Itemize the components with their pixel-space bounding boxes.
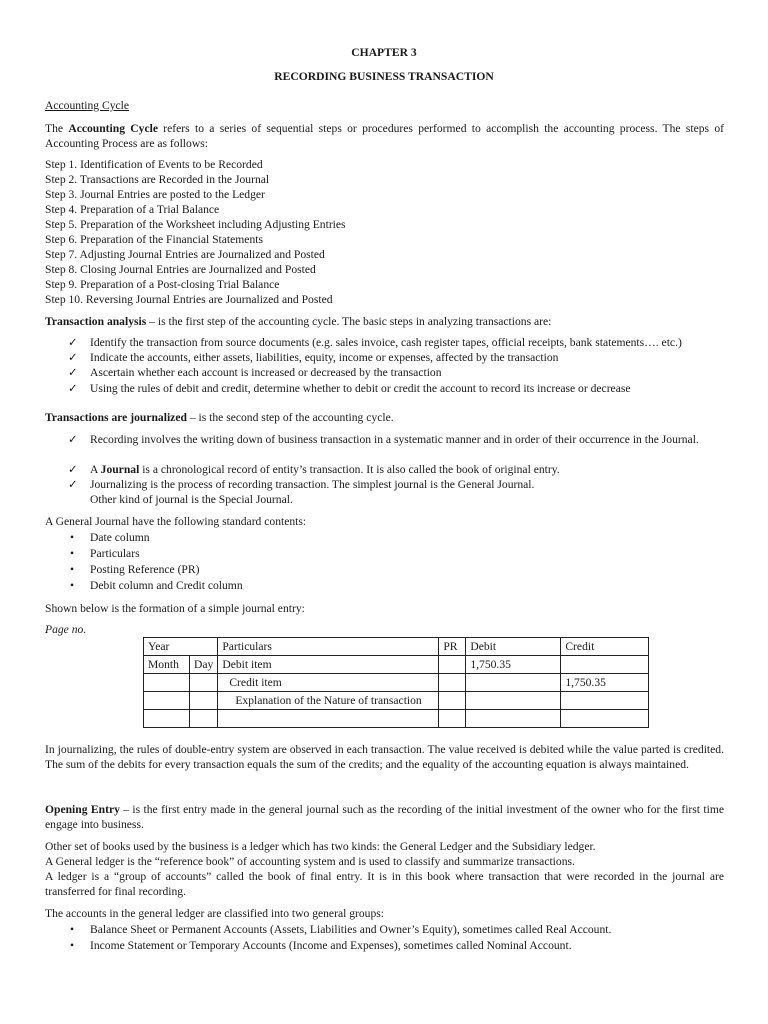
table-cell bbox=[439, 710, 466, 728]
account-group-item: Income Statement or Temporary Accounts (Income and Expenses), sometimes called Nominal Account. bbox=[90, 939, 572, 952]
bullet-icon: • bbox=[70, 923, 75, 936]
table-row bbox=[144, 710, 649, 728]
table-cell bbox=[561, 710, 649, 728]
transaction-analysis-term: Transaction analysis bbox=[45, 315, 147, 328]
accounting-cycle-intro bbox=[45, 121, 724, 151]
explanation-cell: Explanation of the Nature of transaction bbox=[218, 692, 439, 710]
analysis-step: Using the rules of debit and credit, determine whether to debit or credit the account to record its increase or decrease bbox=[90, 382, 631, 395]
journal-content-item: Debit column and Credit column bbox=[90, 579, 243, 592]
transaction-analysis-heading bbox=[45, 314, 724, 329]
checkmark-icon: ✓ bbox=[68, 463, 78, 476]
checkmark-icon: ✓ bbox=[68, 382, 78, 395]
step-item: Step 8. Closing Journal Entries are Journalized and Posted bbox=[45, 263, 316, 276]
step-item: Step 9. Preparation of a Post-closing Trial Balance bbox=[45, 278, 280, 291]
step-item: Step 7. Adjusting Journal Entries are Journalized and Posted bbox=[45, 248, 325, 261]
table-cell bbox=[144, 710, 190, 728]
bullet-icon: • bbox=[70, 547, 75, 560]
journal-entry-table bbox=[143, 637, 649, 728]
double-entry-paragraph: In journalizing, the rules of double-entry system are observed in each transaction. The value received is debited while the value parted is credited. The sum of the debits for every transaction equals the sum of the credits; and the equality of the accounting equation is always maintained. bbox=[45, 743, 724, 771]
general-journal-intro: A General Journal have the following standard contents: bbox=[45, 515, 307, 528]
opening-entry-term: Opening Entry bbox=[45, 803, 120, 816]
table-cell bbox=[466, 692, 561, 710]
intro-term: Accounting Cycle bbox=[68, 122, 158, 135]
table-cell bbox=[190, 710, 218, 728]
table-cell bbox=[218, 710, 439, 728]
journalizing-point bbox=[90, 462, 724, 477]
table-cell bbox=[144, 692, 190, 710]
journalized-heading bbox=[45, 410, 724, 425]
ledger-line: Other set of books used by the business is a ledger which has two kinds: the General Ledger and the Subsidiary ledger. bbox=[45, 840, 596, 853]
table-header-debit: Debit bbox=[466, 638, 561, 656]
step-item: Step 4. Preparation of a Trial Balance bbox=[45, 203, 220, 216]
intro-post: refers to a series of sequential steps or procedures performed to accomplish the accounting process. The steps of Accounting Process are as follows: bbox=[45, 122, 725, 150]
table-row bbox=[144, 638, 649, 656]
journal-content-item: Date column bbox=[90, 531, 150, 544]
journal-def-post: is a chronological record of entity’s transaction. It is also called the book of original entry. bbox=[139, 463, 560, 476]
step-list bbox=[45, 157, 346, 307]
table-header-credit: Credit bbox=[561, 638, 649, 656]
table-cell bbox=[561, 692, 649, 710]
accounts-intro: The accounts in the general ledger are classified into two general groups: bbox=[45, 907, 384, 920]
analysis-step: Indicate the accounts, either assets, liabilities, equity, income or expenses, affected by the transaction bbox=[90, 351, 559, 364]
account-group-item: Balance Sheet or Permanent Accounts (Assets, Liabilities and Owner’s Equity), sometimes called Real Account. bbox=[90, 923, 612, 936]
ledger-line: A General ledger is the “reference book” of accounting system and is used to classify and summarize transactions. bbox=[45, 855, 575, 868]
chapter-number: CHAPTER 3 bbox=[351, 46, 417, 59]
table-cell bbox=[439, 656, 466, 674]
analysis-step: Identify the transaction from source documents (e.g. sales invoice, cash register tapes, official receipts, bank statements…. etc.) bbox=[90, 336, 682, 349]
journalizing-point: Recording involves the writing down of business transaction in a systematic manner and in order of their occurrence in the Journal. bbox=[90, 433, 699, 446]
table-cell bbox=[466, 710, 561, 728]
step-item: Step 1. Identification of Events to be Recorded bbox=[45, 158, 263, 171]
opening-entry-text: – is the first entry made in the general journal such as the recording of the initial investment of the owner who for the first time engage into business. bbox=[45, 803, 724, 831]
debit-item-cell: Debit item bbox=[218, 656, 439, 674]
credit-amount-cell: 1,750.35 bbox=[561, 674, 649, 692]
checkmark-icon: ✓ bbox=[68, 366, 78, 379]
table-cell bbox=[190, 674, 218, 692]
page-number-label: Page no. bbox=[45, 623, 87, 636]
step-item: Step 10. Reversing Journal Entries are Journalized and Posted bbox=[45, 293, 333, 306]
table-header-day: Day bbox=[190, 656, 218, 674]
checkmark-icon: ✓ bbox=[68, 336, 78, 349]
step-item: Step 5. Preparation of the Worksheet including Adjusting Entries bbox=[45, 218, 346, 231]
step-item: Step 2. Transactions are Recorded in the Journal bbox=[45, 173, 270, 186]
journal-content-item: Particulars bbox=[90, 547, 140, 560]
table-row bbox=[144, 692, 649, 710]
bullet-icon: • bbox=[70, 579, 75, 592]
step-item: Step 3. Journal Entries are posted to the Ledger bbox=[45, 188, 265, 201]
table-cell bbox=[190, 692, 218, 710]
table-header-pr: PR bbox=[439, 638, 466, 656]
transaction-analysis-text: – is the first step of the accounting cycle. The basic steps in analyzing transactions are: bbox=[146, 315, 552, 328]
journal-entry-intro: Shown below is the formation of a simple journal entry: bbox=[45, 602, 305, 615]
journalizing-line: Other kind of journal is the Special Journal. bbox=[90, 493, 293, 506]
table-cell bbox=[439, 692, 466, 710]
journal-term: Journal bbox=[100, 463, 140, 476]
step-item: Step 6. Preparation of the Financial Statements bbox=[45, 233, 263, 246]
section-heading-accounting-cycle: Accounting Cycle bbox=[45, 99, 130, 112]
table-row bbox=[144, 674, 649, 692]
journalized-text: – is the second step of the accounting cycle. bbox=[186, 411, 394, 424]
table-cell bbox=[144, 674, 190, 692]
table-cell bbox=[561, 656, 649, 674]
checkmark-icon: ✓ bbox=[68, 478, 78, 491]
table-cell bbox=[439, 674, 466, 692]
journalizing-line: Journalizing is the process of recording transaction. The simplest journal is the General Journal. bbox=[90, 478, 535, 491]
table-row bbox=[144, 656, 649, 674]
bullet-icon: • bbox=[70, 531, 75, 544]
journal-content-item: Posting Reference (PR) bbox=[90, 563, 200, 576]
table-cell bbox=[466, 674, 561, 692]
checkmark-icon: ✓ bbox=[68, 351, 78, 364]
table-header-month: Month bbox=[144, 656, 190, 674]
opening-entry-paragraph bbox=[45, 802, 724, 832]
table-header-particulars: Particulars bbox=[218, 638, 439, 656]
journalizing-point bbox=[90, 477, 724, 507]
journalized-term: Transactions are journalized bbox=[45, 411, 187, 424]
ledger-line: A ledger is a “group of accounts” called the book of final entry. It is in this book where transaction that were recorded in the journal are transferred for final recording. bbox=[45, 870, 724, 898]
credit-item-cell: Credit item bbox=[218, 674, 439, 692]
table-header-year: Year bbox=[144, 638, 218, 656]
chapter-title: RECORDING BUSINESS TRANSACTION bbox=[274, 70, 494, 83]
analysis-step: Ascertain whether each account is increased or decreased by the transaction bbox=[90, 366, 442, 379]
bullet-icon: • bbox=[70, 563, 75, 576]
ledger-paragraph bbox=[45, 839, 724, 899]
checkmark-icon: ✓ bbox=[68, 433, 78, 446]
bullet-icon: • bbox=[70, 939, 75, 952]
journal-def-pre: A bbox=[90, 463, 101, 476]
intro-pre: The bbox=[45, 122, 69, 135]
debit-amount-cell: 1,750.35 bbox=[466, 656, 561, 674]
